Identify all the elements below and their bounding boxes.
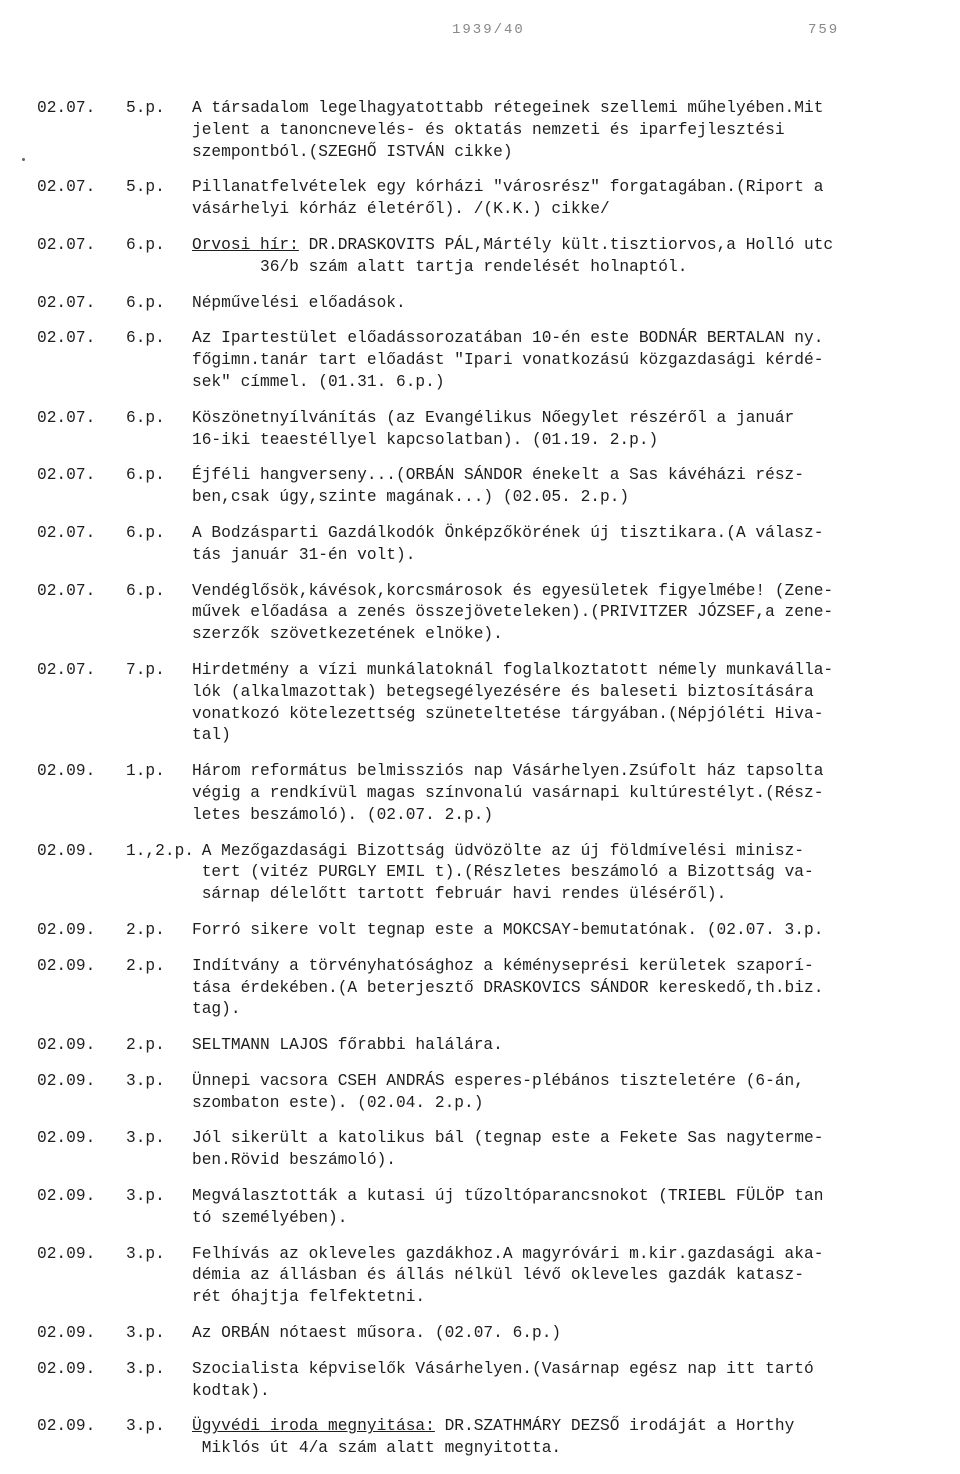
entry-body: Éjféli hangverseny...(ORBÁN SÁNDOR énekelt a Sas kávéházi rész- ben,csak úgy,szinte magának...) (02.05. 2.p.) [192,466,804,507]
list-item [37,465,937,509]
entry-date: 02.07. [37,329,96,348]
entry-page: 6.p. [126,466,165,485]
entry-date: 02.07. [37,99,96,117]
page-number: 759 [808,22,840,38]
entry-body: Az ORBÁN nótaest műsora. (02.07. 6.p.) [192,1324,562,1343]
entry-body: Indítvány a törvényhatósághoz a kéményseprési kerületek szaporí- tása érdekében.(A beterjesztő DRASKOVICS SÁNDOR kereskedő,th.biz. tag). [192,956,824,1019]
entry-body: Szocialista képviselők Vásárhelyen.(Vasárnap egész nap itt tartó kodtak). [192,1359,814,1400]
entry-body: Népművelési előadások. [192,293,406,312]
entry-text [192,956,927,1021]
entry-page: 6.p. [126,523,165,542]
entry-body: Vendéglősök,kávésok,korcsmárosok és egyesületek figyelmébe! (Zene- művek előadása a zenés összejöveteleken).(PRIVITZER JÓZSEF,a zene- szerzők szövetkezetének elnöke). [192,581,834,644]
entry-date: 02.07. [37,408,96,427]
list-item [37,1323,937,1345]
entry-page: 3.p. [126,1129,165,1148]
entry-text [192,1323,927,1345]
entry-heading: Ügyvédi iroda megnyitása: [192,1417,435,1436]
entry-date: 02.09. [37,1324,96,1343]
entry-page: 3.p. [126,1417,165,1436]
list-item [37,841,937,906]
stray-mark [22,158,25,161]
entry-date: 02.07. [37,235,96,254]
entry-page: 6.p. [126,581,165,600]
entry-date: 02.09. [37,1417,96,1436]
entry-page: 3.p. [126,1187,165,1206]
entry-list [37,98,937,1474]
entry-text [192,1071,927,1115]
entry-body: Az Ipartestület előadássorozatában 10-én este BODNÁR BERTALAN ny. főgimn.tanár tart előadást "Ipari vonatkozású közgazdasági kérdé- sek" címmel. (01.31. 6.p.) [192,329,824,391]
entry-text [192,841,927,906]
entry-page: 5.p. [126,178,165,197]
entry-page: 3.p. [126,1244,165,1263]
entry-body: Hirdetmény a vízi munkálatoknál foglalkoztatott némely munkavállа- lók (alkalmazottak) betegsegélyezésére és baleseti biztosítására vonatkozó kötelezettség szüneteltetése tárgyában.(Népjóléti Hiva- tal) [192,660,834,745]
entry-date: 02.09. [37,1036,96,1055]
entry-page: 6.p. [126,329,165,348]
entry-date: 02.09. [37,1359,96,1378]
entry-text [192,581,927,646]
list-item [37,408,937,452]
list-item [37,523,937,567]
entry-body: Ünnepi vacsora CSEH ANDRÁS esperes-plébános tiszteletére (6-án, szombaton este). (02.04. 2.p.) [192,1071,804,1112]
entry-page: 5.p. [126,99,165,117]
list-item [37,293,937,315]
entry-page: 6.p. [126,408,165,427]
archive-number: 1939/40 [452,22,525,38]
entry-page: 3.p. [126,1071,165,1090]
entry-page: 2.p. [126,1036,165,1055]
entry-page: 2.p. [126,956,165,975]
entry-date: 02.09. [37,1129,96,1148]
list-item [37,1186,937,1230]
list-item [37,1416,937,1460]
entry-text [192,1244,927,1309]
entry-text [192,1186,927,1230]
list-item [37,98,937,163]
entry-text [192,408,927,452]
entry-text [192,1416,927,1460]
list-item [37,235,937,279]
entry-page: 3.p. [126,1359,165,1378]
entry-date: 02.09. [37,841,96,860]
entry-body: A társadalom legelhagyatottabb rétegeinek szellemi műhelyében.Mit jelent a tanoncnevelés- és oktatás nemzeti és iparfejlesztési szempontból.(SZEGHŐ ISTVÁN cikke) [192,99,824,161]
list-item [37,328,937,393]
entry-date: 02.09. [37,1244,96,1263]
entry-body: SELTMANN LAJOS főrabbi halálára. [192,1036,503,1055]
entry-text [192,465,927,509]
entry-heading: Orvosi hír: [192,235,299,254]
entry-text [192,177,927,221]
entry-date: 02.07. [37,293,96,312]
entry-date: 02.09. [37,762,96,781]
entry-page: 3.p. [126,1324,165,1343]
entry-body: Köszönetnyílvánítás (az Evangélikus Nőegylet részéről a január 16-iki teaestéllyel kapcsolatban). (01.19. 2.p.) [192,408,795,449]
entry-text [192,235,927,279]
list-item [37,920,937,942]
list-item [37,1128,937,1172]
entry-body: Jól sikerült a katolikus bál (tegnap este a Fekete Sas nagyterme- ben.Rövid beszámoló). [192,1129,824,1170]
entry-page: 2.p. [126,920,165,939]
entry-body: DR.SZATHMÁRY DEZSŐ irodáját a Horthy Miklós út 4/a szám alatt megnyitotta. [201,1417,795,1458]
list-item [37,581,937,646]
entry-date: 02.07. [37,466,96,485]
entry-date: 02.09. [37,920,96,939]
entry-text [192,98,927,163]
entry-text [192,920,927,942]
entry-text [192,1035,927,1057]
entry-page: 1.,2.p. [126,841,194,860]
entry-date: 02.07. [37,178,96,197]
entry-body: Három református belmissziós nap Vásárhelyen.Zsúfolt ház tapsolta végig a rendkívül magas színvonalú vasárnapi kultúrestélyt.(Rész- letes beszámoló). (02.07. 2.p.) [192,762,824,824]
entry-body: DR.DRASKOVITS PÁL,Mártély kült.tisztiorvos,a Holló utc 36/b szám alatt tartja rendelését holnaptól. [260,235,834,276]
entry-date: 02.07. [37,660,96,679]
list-item [37,1244,937,1309]
entry-date: 02.09. [37,1071,96,1090]
entry-page: 7.p. [126,660,165,679]
entry-date: 02.09. [37,956,96,975]
entry-body: Pillanatfelvételek egy kórházi "városrész" forgatagában.(Riport a vásárhelyi kórház életéről). /(K.K.) cikke/ [192,178,824,219]
entry-body: Forró sikere volt tegnap este a MOKCSAY-bemutatónak. (02.07. 3.p. [192,920,824,939]
entry-text [192,293,927,315]
list-item [37,1035,937,1057]
entry-text [192,523,927,567]
entry-body: A Mezőgazdasági Bizottság üdvözölte az új földmívelési minisz- tert (vitéz PURGLY EMIL t).(Részletes beszámoló a Bizottság va- sárnap délelőtt tartott február havi rendes üléséről). [201,841,814,904]
entry-body: Felhívás az okleveles gazdákhoz.A magyróvári m.kir.gazdasági aka- démia az állásban és állás nélkül lévő okleveles gazdák katasz- rét óhajtja felfektetni. [192,1244,824,1307]
entry-body: A Bodzásparti Gazdálkodók Önképzőkörének új tisztikara.(A válasz- tás január 31-én volt). [192,523,824,564]
list-item [37,956,937,1021]
entry-body: Megválasztották a kutasi új tűzoltóparancsnokot (TRIEBL FÜLÖP tan tó személyében). [192,1187,824,1227]
list-item [37,761,937,826]
entry-date: 02.07. [37,523,96,542]
entry-page: 1.p. [126,762,165,781]
entry-date: 02.07. [37,581,96,600]
entry-page: 6.p. [126,235,165,254]
entry-date: 02.09. [37,1187,96,1206]
list-item [37,177,937,221]
list-item [37,1071,937,1115]
entry-page: 6.p. [126,293,165,312]
list-item [37,660,937,747]
entry-text [192,1128,927,1172]
entry-text [192,660,927,747]
entry-text [192,761,927,826]
entry-text [192,328,927,393]
